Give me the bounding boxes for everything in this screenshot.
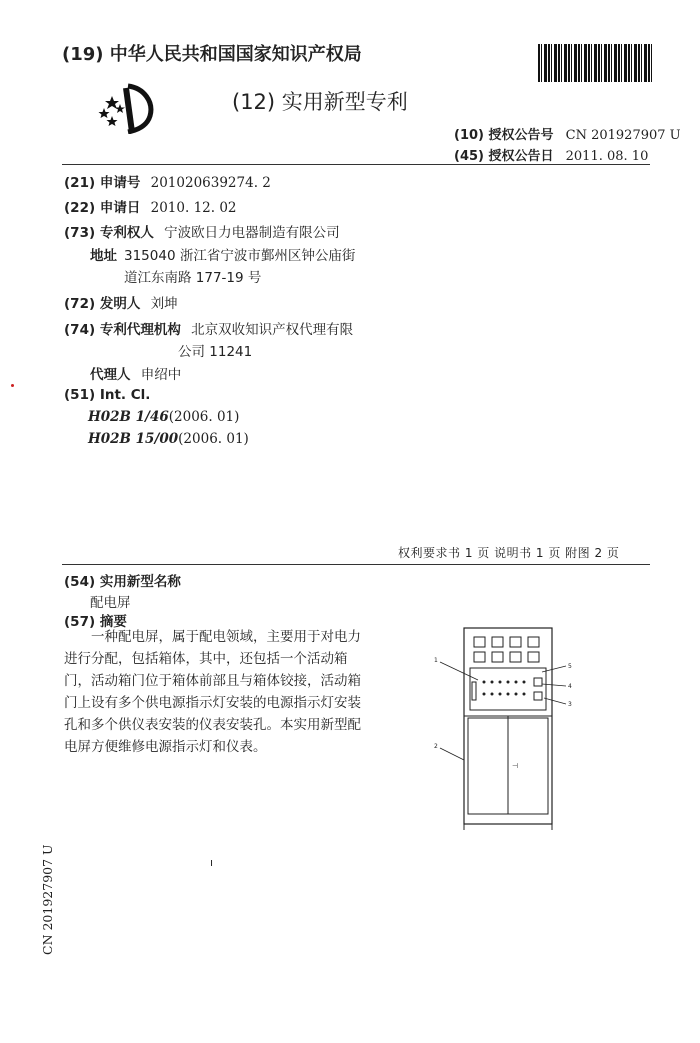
address-line-1: 315040 浙江省宁波市鄞州区钟公庙街 — [124, 248, 356, 264]
inventor — [64, 292, 178, 312]
address-label: 地址 — [90, 248, 117, 264]
title-value: 配电屏 — [90, 595, 131, 611]
ipc-1-code: H02B 1/46 — [88, 409, 169, 425]
inventor-label: (72) 发明人 — [64, 296, 141, 312]
pub-number-label: (10) 授权公告号 — [454, 128, 554, 143]
pub-date-label: (45) 授权公告日 — [454, 149, 554, 164]
pub-date — [454, 145, 648, 164]
scan-speck: ı — [210, 856, 214, 869]
agency-line-2: 公司 11241 — [178, 344, 253, 360]
door-hinge — [472, 682, 476, 700]
pub-number-value: CN 201927907 U — [565, 128, 681, 143]
app-no-value: 201020639274. 2 — [150, 175, 271, 191]
filing-value: 2010. 12. 02 — [150, 200, 237, 216]
instrument-hole-2 — [534, 692, 542, 700]
side-publication-number: CN 201927907 U — [40, 844, 55, 955]
title-label: (54) 实用新型名称 — [64, 574, 181, 590]
inventor-value: 刘坤 — [150, 296, 178, 312]
callout-2: 2 — [434, 743, 438, 750]
filing-label: (22) 申请日 — [64, 200, 141, 216]
indicator-holes — [483, 681, 526, 696]
callout-1: 1 — [434, 657, 438, 664]
patentee — [64, 221, 340, 241]
filing-date — [64, 196, 237, 216]
callout-5: 5 — [568, 663, 572, 670]
ipc-2-code: H02B 15/00 — [88, 431, 179, 447]
agency-line-1: 北京双收知识产权代理有限 — [191, 322, 354, 338]
svg-text:⊣: ⊣ — [512, 762, 519, 770]
pub-date-value: 2011. 08. 10 — [565, 149, 649, 164]
patentee-value: 宁波欧日力电器制造有限公司 — [164, 225, 340, 241]
callout-3: 3 — [568, 701, 572, 708]
agent-value: 申绍中 — [140, 367, 182, 383]
page-counts: 权利要求书 1 页 说明书 1 页 附图 2 页 — [398, 546, 620, 560]
pub-number — [454, 124, 681, 143]
ipc-label: (51) Int. Cl. — [64, 387, 151, 403]
agency-label: (74) 专利代理机构 — [64, 322, 181, 338]
mid-rule — [62, 564, 650, 565]
ipc-1 — [88, 409, 239, 425]
abstract-text: 一种配电屏，属于配电领域，主要用于对电力进行分配，包括箱体，其中，还包括一个活动箱门，活动箱门位于箱体前部且与箱体铰接，活动箱门上设有多个供电源指示灯安装的电源指示灯安装孔和多个供仪表安装的仪表安装孔。本实用新型配电屏方便维修电源指示灯和仪表。 — [64, 629, 361, 755]
ipc-1-version: (2006. 01) — [168, 409, 240, 425]
patentee-label: (73) 专利权人 — [64, 225, 154, 241]
meter-windows — [474, 637, 539, 662]
doc-type: (12) 实用新型专利 — [232, 90, 408, 114]
scan-mark — [11, 384, 14, 387]
ipc-2-version: (2006. 01) — [178, 431, 249, 447]
cabinet-figure — [430, 620, 590, 835]
instrument-hole — [534, 678, 542, 686]
application-number — [64, 171, 271, 191]
agency — [64, 318, 353, 338]
address-line-2: 道江东南路 177-19 号 — [124, 270, 262, 286]
barcode — [538, 44, 654, 82]
agent — [90, 363, 181, 383]
app-no-label: (21) 申请号 — [64, 175, 141, 191]
hinged-door — [470, 668, 546, 710]
sipo-logo — [98, 82, 158, 134]
callout-labels — [434, 657, 572, 750]
abstract-label: (57) 摘要 — [64, 614, 127, 630]
callout-4: 4 — [568, 683, 572, 690]
leader-lines — [440, 662, 566, 760]
ipc-2 — [88, 431, 249, 447]
agent-label: 代理人 — [90, 367, 131, 383]
header-rule — [62, 164, 650, 165]
office-name: (19) 中华人民共和国国家知识产权局 — [62, 44, 362, 65]
